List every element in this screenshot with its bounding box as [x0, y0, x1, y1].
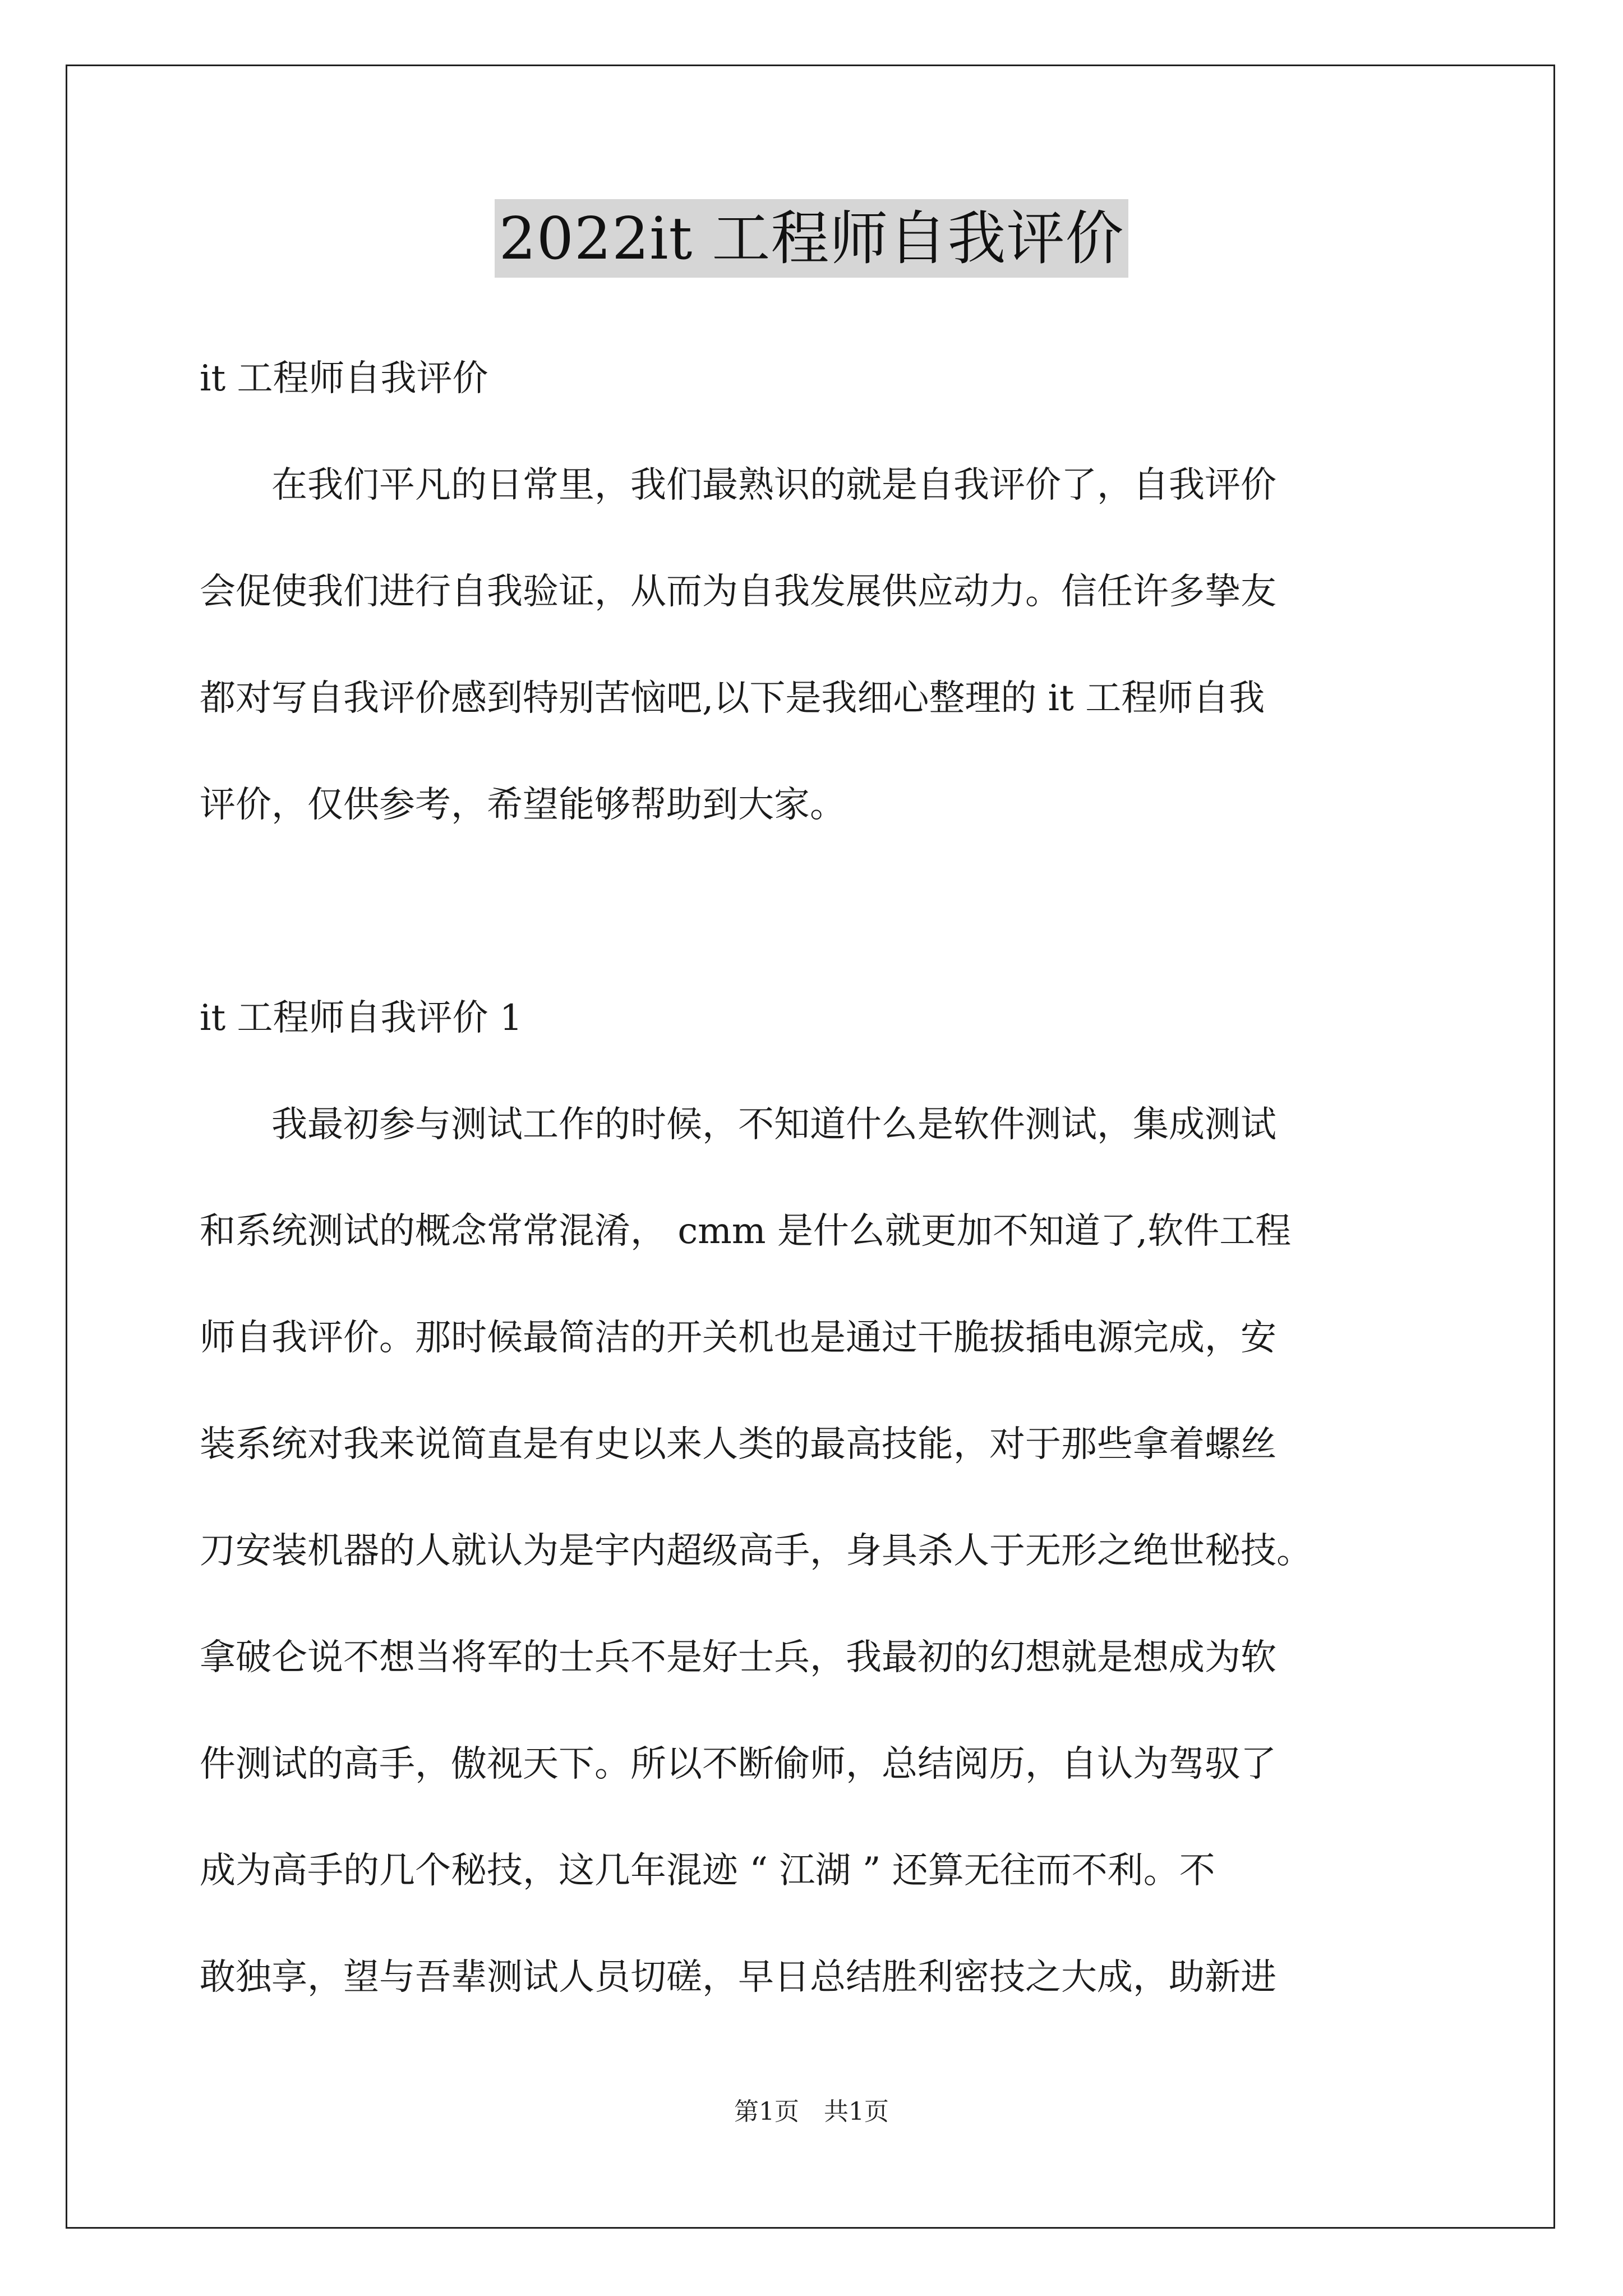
section-line: 敢独享，望与吾辈测试人员切磋，早日总结胜利密技之大成，助新进 [200, 1957, 1276, 1998]
section-line: 我最初参与测试工作的时候，不知道什么是软件测试，集成测试 [200, 1104, 1276, 1145]
section-line: 刀安装机器的人就认为是宇内超级高手，身具杀人于无形之绝世秘技。 [200, 1530, 1312, 1572]
section-line: 件测试的高手，傲视天下。所以不断偷师，总结阅历，自认为驾驭了 [200, 1743, 1276, 1785]
intro-line: 都对写自我评价感到特别苦恼吧,以下是我细心整理的 it 工程师自我 [200, 678, 1265, 719]
section-line: 成为高手的几个秘技，这几年混迹 “ 江湖 ” 还算无往而不利。不 [200, 1850, 1215, 1892]
section-line: 拿破仑说不想当将军的士兵不是好士兵，我最初的幻想就是想成为软 [200, 1637, 1276, 1678]
section-heading: it 工程师自我评价 1 [200, 997, 523, 1039]
subtitle: it 工程师自我评价 [200, 358, 488, 399]
page-footer: 第1页 共1页 [734, 2097, 889, 2126]
intro-line: 会促使我们进行自我验证，从而为自我发展供应动力。信任许多挚友 [200, 571, 1276, 613]
section-line: 师自我评价。那时候最简洁的开关机也是通过干脆拔插电源完成，安 [200, 1317, 1276, 1359]
intro-line: 评价，仅供参考，希望能够帮助到大家。 [200, 784, 846, 826]
section-line: 装系统对我来说简直是有史以来人类的最高技能，对于那些拿着螺丝 [200, 1424, 1276, 1465]
document-title: 2022it 工程师自我评价 [495, 199, 1129, 278]
intro-line: 在我们平凡的日常里，我们最熟识的就是自我评价了，自我评价 [200, 464, 1276, 506]
section-line: 和系统测试的概念常常混淆， cmm 是什么就更加不知道了,软件工程 [200, 1211, 1292, 1252]
title-container [0, 199, 1623, 278]
